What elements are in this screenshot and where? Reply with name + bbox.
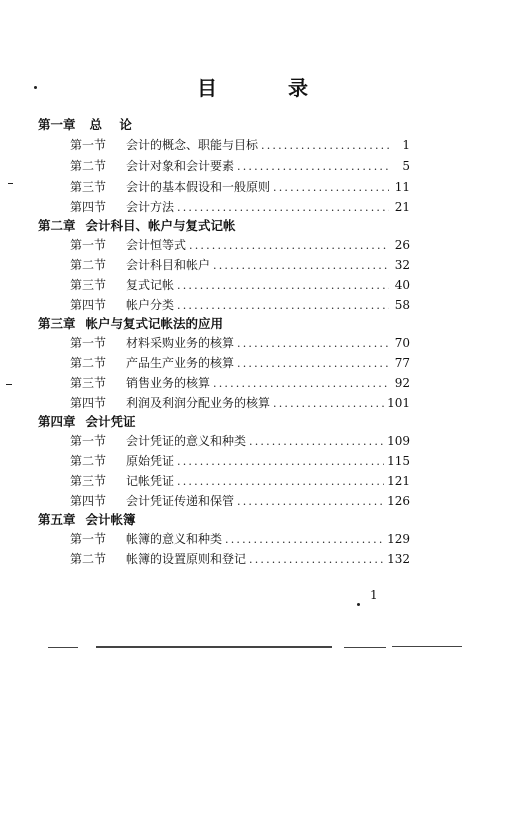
section-number: 第三节 bbox=[70, 474, 107, 488]
leader-dots bbox=[213, 259, 389, 272]
section-title: 帐簿的意义和种类 bbox=[126, 532, 223, 546]
leader-dots bbox=[273, 181, 389, 194]
section-number: 第一节 bbox=[70, 336, 107, 350]
section-title: 原始凭证 bbox=[126, 454, 175, 468]
page-ref: 121 bbox=[387, 474, 410, 488]
toc-entry bbox=[70, 354, 410, 372]
page-ref: 129 bbox=[387, 532, 410, 546]
toc-entry bbox=[70, 236, 410, 254]
page-ref: 77 bbox=[394, 356, 410, 370]
chapter-heading bbox=[38, 314, 223, 332]
leader-dots bbox=[177, 279, 389, 292]
toc-entry bbox=[70, 296, 410, 314]
chapter-heading bbox=[38, 115, 132, 133]
section-title: 材料采购业务的核算 bbox=[126, 336, 235, 350]
scan-rule bbox=[96, 646, 332, 648]
section-number: 第二节 bbox=[70, 454, 107, 468]
chapter-title: 会计科目、帐户与复式记帐 bbox=[85, 218, 236, 233]
section-title: 会计方法 bbox=[126, 200, 175, 214]
section-number: 第三节 bbox=[70, 376, 107, 390]
section-number: 第一节 bbox=[70, 138, 107, 152]
leader-dots bbox=[177, 299, 389, 312]
page-ref: 132 bbox=[387, 552, 410, 566]
leader-dots bbox=[225, 533, 384, 546]
page-ref: 32 bbox=[394, 258, 410, 272]
chapter-number: 第二章 bbox=[38, 218, 76, 233]
section-number: 第二节 bbox=[70, 356, 107, 370]
section-title: 会计的概念、职能与目标 bbox=[126, 138, 259, 152]
leader-dots bbox=[237, 160, 389, 173]
section-title: 会计凭证的意义和种类 bbox=[126, 434, 247, 448]
scan-speck bbox=[8, 183, 13, 184]
chapter-number: 第三章 bbox=[38, 316, 76, 331]
toc-entry bbox=[70, 394, 410, 412]
leader-dots bbox=[237, 337, 389, 350]
toc-entry bbox=[70, 157, 410, 175]
section-title: 销售业务的核算 bbox=[126, 376, 211, 390]
section-number: 第二节 bbox=[70, 258, 107, 272]
chapter-title: 帐户与复式记帐法的应用 bbox=[85, 316, 224, 331]
toc-entry bbox=[70, 256, 410, 274]
section-number: 第二节 bbox=[70, 159, 107, 173]
scan-rule bbox=[48, 647, 78, 648]
toc-entry bbox=[70, 432, 410, 450]
leader-dots bbox=[177, 455, 384, 468]
section-number: 第四节 bbox=[70, 494, 107, 508]
chapter-title: 总 论 bbox=[89, 117, 132, 132]
section-title: 帐簿的设置原则和登记 bbox=[126, 552, 247, 566]
page-ref: 5 bbox=[402, 159, 410, 173]
leader-dots bbox=[249, 435, 384, 448]
toc-entry bbox=[70, 452, 410, 470]
section-title: 会计凭证传递和保管 bbox=[126, 494, 235, 508]
section-number: 第三节 bbox=[70, 180, 107, 194]
page-ref: 58 bbox=[394, 298, 410, 312]
leader-dots bbox=[249, 553, 384, 566]
toc-entry bbox=[70, 550, 410, 568]
toc-entry bbox=[70, 472, 410, 490]
toc-entry bbox=[70, 136, 410, 154]
scan-rule bbox=[344, 647, 386, 648]
leader-dots bbox=[237, 495, 384, 508]
section-title: 会计科目和帐户 bbox=[126, 258, 211, 272]
section-number: 第四节 bbox=[70, 396, 107, 410]
section-title: 利润及利润分配业务的核算 bbox=[126, 396, 271, 410]
chapter-heading bbox=[38, 216, 236, 234]
section-number: 第一节 bbox=[70, 238, 107, 252]
chapter-number: 第四章 bbox=[38, 414, 76, 429]
section-number: 第四节 bbox=[70, 200, 107, 214]
section-title: 产品生产业务的核算 bbox=[126, 356, 235, 370]
section-number: 第一节 bbox=[70, 434, 107, 448]
toc-entry bbox=[70, 374, 410, 392]
scan-speck bbox=[34, 86, 37, 89]
page-number: 1 bbox=[370, 588, 378, 602]
scan-speck bbox=[6, 384, 12, 385]
section-number: 第二节 bbox=[70, 552, 107, 566]
page-ref: 92 bbox=[394, 376, 410, 390]
toc-entry bbox=[70, 198, 410, 216]
section-number: 第四节 bbox=[70, 298, 107, 312]
toc-entry bbox=[70, 492, 410, 510]
leader-dots bbox=[177, 475, 384, 488]
page-ref: 115 bbox=[387, 454, 410, 468]
page-ref: 40 bbox=[394, 278, 410, 292]
leader-dots bbox=[237, 357, 389, 370]
chapter-heading bbox=[38, 412, 136, 430]
page-ref: 70 bbox=[394, 336, 410, 350]
section-title: 会计恒等式 bbox=[126, 238, 187, 252]
page-ref: 109 bbox=[387, 434, 410, 448]
leader-dots bbox=[177, 201, 389, 214]
chapter-number: 第一章 bbox=[38, 117, 76, 132]
section-number: 第三节 bbox=[70, 278, 107, 292]
toc-entry bbox=[70, 276, 410, 294]
section-title: 记帐凭证 bbox=[126, 474, 175, 488]
leader-dots bbox=[261, 139, 389, 152]
page-ref: 101 bbox=[387, 396, 410, 410]
page-title: 目 录 bbox=[197, 76, 340, 100]
chapter-title: 会计凭证 bbox=[85, 414, 136, 429]
chapter-heading bbox=[38, 510, 136, 528]
toc-entry bbox=[70, 178, 410, 196]
chapter-title: 会计帐簿 bbox=[85, 512, 136, 527]
leader-dots bbox=[213, 377, 389, 390]
section-title: 会计的基本假设和一般原则 bbox=[126, 180, 271, 194]
page-ref: 21 bbox=[394, 200, 410, 214]
section-title: 帐户分类 bbox=[126, 298, 175, 312]
leader-dots bbox=[189, 239, 389, 252]
toc-entry bbox=[70, 530, 410, 548]
toc-entry bbox=[70, 334, 410, 352]
chapter-number: 第五章 bbox=[38, 512, 76, 527]
scan-speck bbox=[357, 603, 360, 606]
page-ref: 11 bbox=[394, 180, 410, 194]
section-title: 复式记帐 bbox=[126, 278, 175, 292]
section-title: 会计对象和会计要素 bbox=[126, 159, 235, 173]
leader-dots bbox=[273, 397, 384, 410]
page-ref: 126 bbox=[387, 494, 410, 508]
section-number: 第一节 bbox=[70, 532, 107, 546]
scan-rule bbox=[392, 646, 462, 647]
page-ref: 1 bbox=[402, 138, 410, 152]
page-ref: 26 bbox=[394, 238, 410, 252]
